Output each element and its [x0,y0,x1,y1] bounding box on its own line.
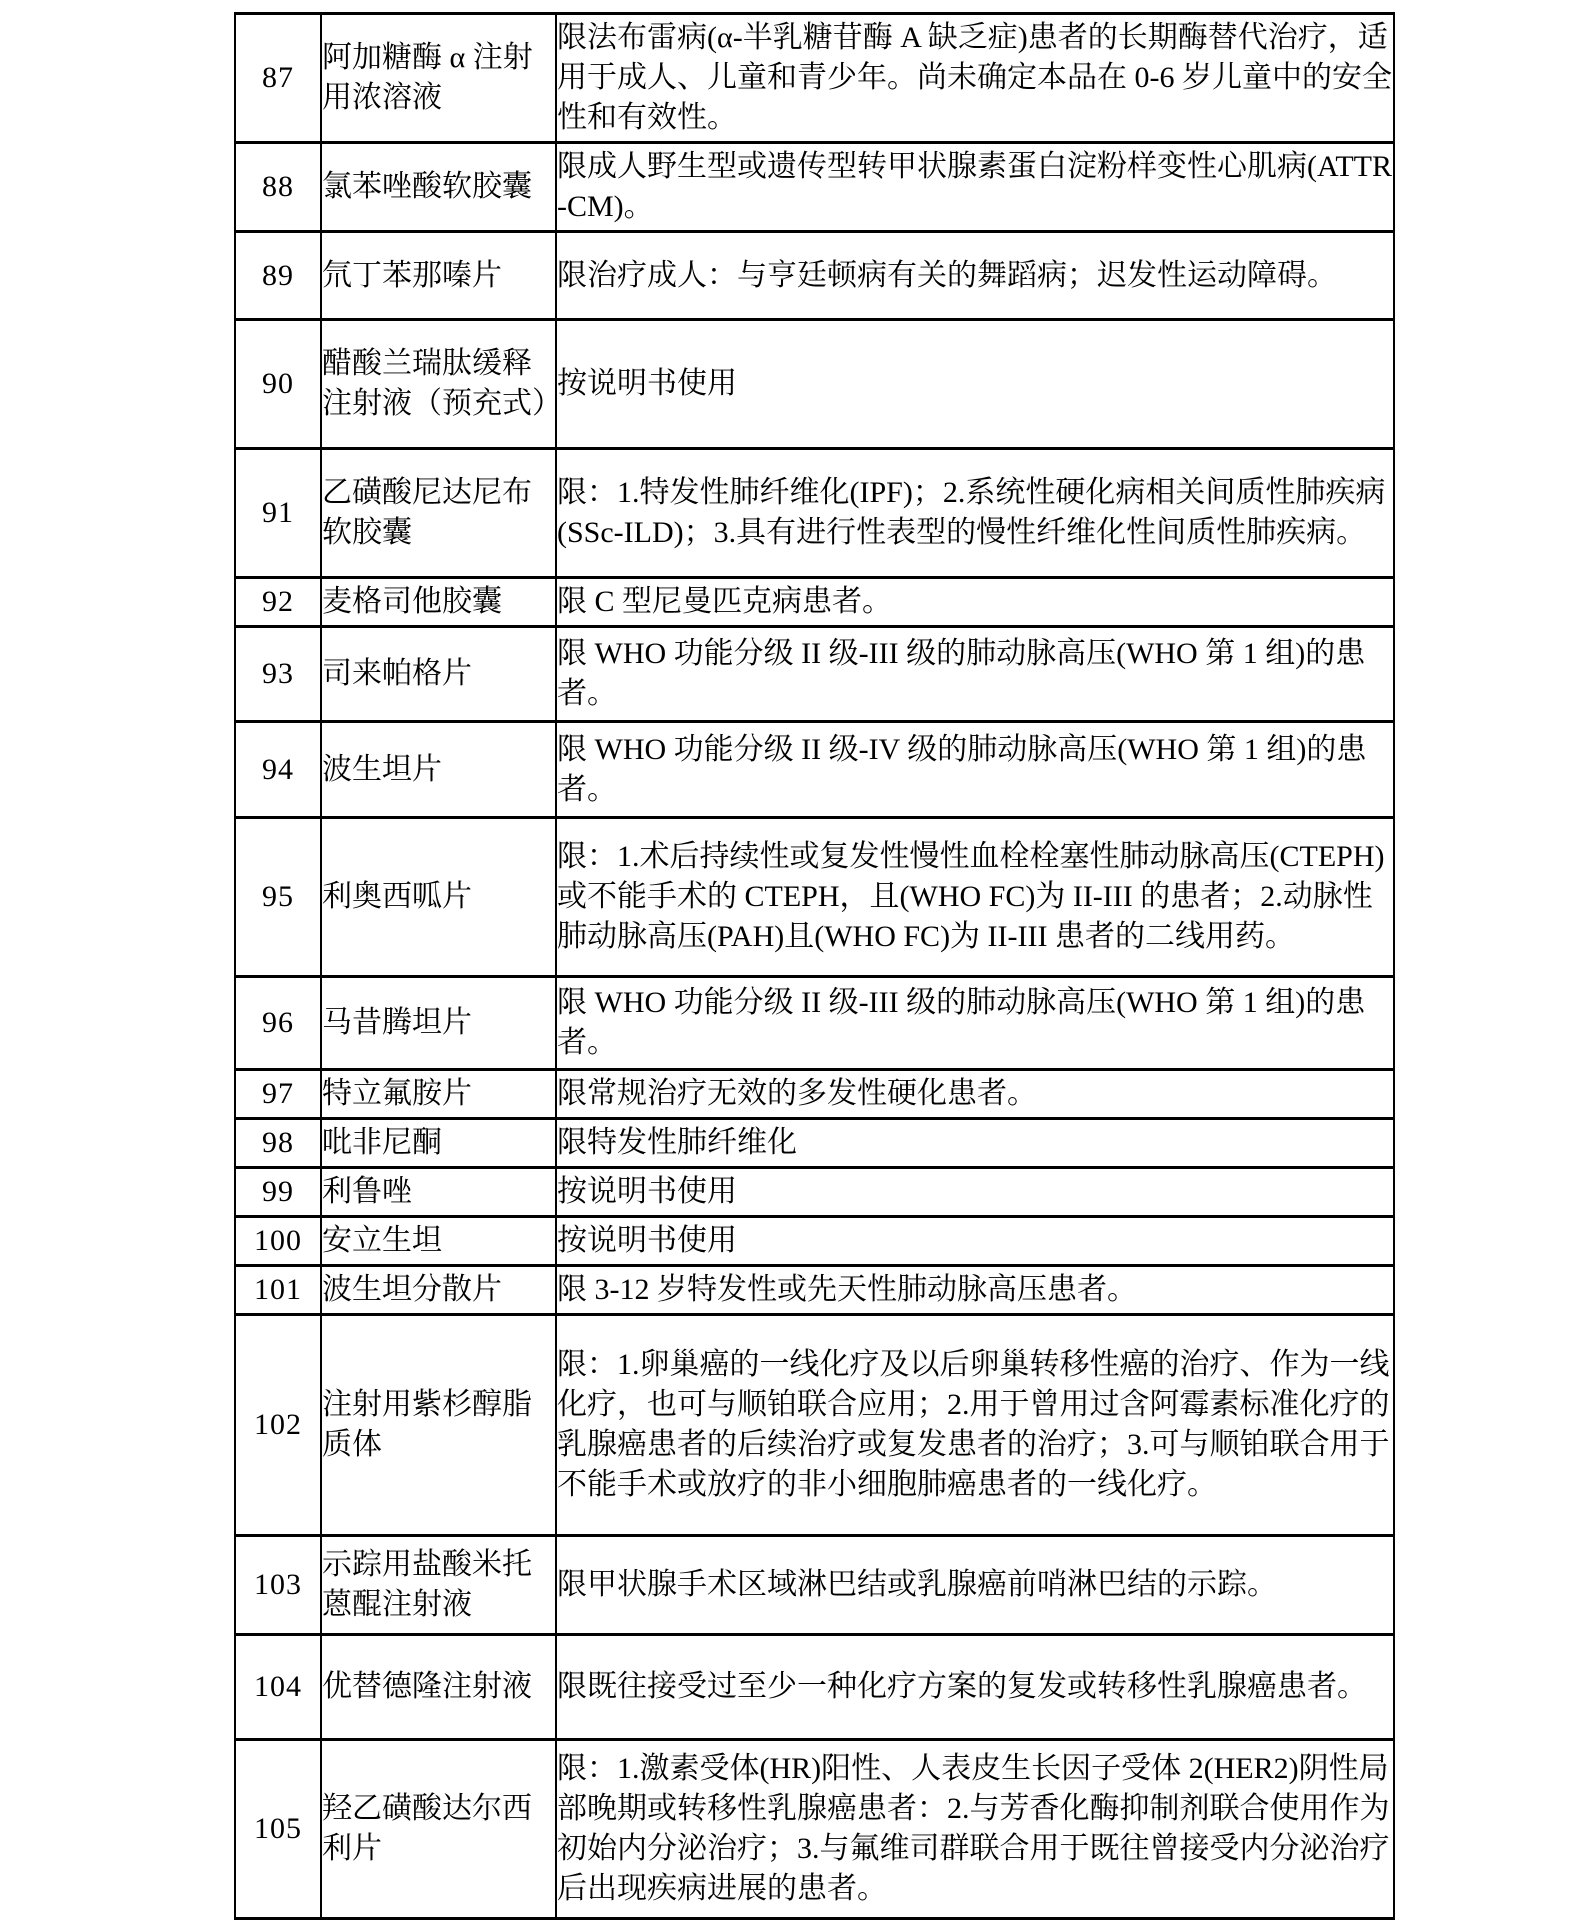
table-body [235,14,1394,1919]
drug-name-cell: 氘丁苯那嗪片 [321,232,556,320]
row-number-cell: 100 [235,1217,321,1266]
restriction-cell: 限法布雷病(α-半乳糖苷酶 A 缺乏症)患者的长期酶替代治疗，适用于成人、儿童和青少年。尚未确定本品在 0-6 岁儿童中的安全性和有效性。 [556,14,1394,143]
table-row [235,1315,1394,1536]
table-row [235,578,1394,627]
row-number-cell: 95 [235,818,321,977]
restriction-cell: 限既往接受过至少一种化疗方案的复发或转移性乳腺癌患者。 [556,1635,1394,1740]
row-number-cell: 91 [235,449,321,578]
table-row [235,818,1394,977]
restriction-cell: 限甲状腺手术区域淋巴结或乳腺癌前哨淋巴结的示踪。 [556,1536,1394,1635]
drug-name-cell: 吡非尼酮 [321,1119,556,1168]
row-number-cell: 98 [235,1119,321,1168]
drug-name-cell: 阿加糖酶 α 注射用浓溶液 [321,14,556,143]
table-row [235,722,1394,818]
drug-name-cell: 示踪用盐酸米托蒽醌注射液 [321,1536,556,1635]
table-row [235,1635,1394,1740]
drug-name-cell: 注射用紫杉醇脂质体 [321,1315,556,1536]
row-number-cell: 99 [235,1168,321,1217]
drug-name-cell: 优替德隆注射液 [321,1635,556,1740]
row-number-cell: 92 [235,578,321,627]
table-row [235,320,1394,449]
row-number-cell: 88 [235,143,321,232]
restriction-cell: 限治疗成人：与亨廷顿病有关的舞蹈病；迟发性运动障碍。 [556,232,1394,320]
row-number-cell: 93 [235,627,321,722]
table-row [235,977,1394,1070]
drug-name-cell: 麦格司他胶囊 [321,578,556,627]
drug-name-cell: 乙磺酸尼达尼布软胶囊 [321,449,556,578]
row-number-cell: 105 [235,1740,321,1919]
table-row [235,1740,1394,1919]
restriction-cell: 限：1.卵巢癌的一线化疗及以后卵巢转移性癌的治疗、作为一线化疗，也可与顺铂联合应用；2.用于曾用过含阿霉素标准化疗的乳腺癌患者的后续治疗或复发患者的治疗；3.可与顺铂联合用于不能手术或放疗的非小细胞肺癌患者的一线化疗。 [556,1315,1394,1536]
restriction-cell: 按说明书使用 [556,1168,1394,1217]
restriction-cell: 限 3-12 岁特发性或先天性肺动脉高压患者。 [556,1266,1394,1315]
table-row [235,627,1394,722]
table-row [235,14,1394,143]
table-row [235,449,1394,578]
row-number-cell: 104 [235,1635,321,1740]
row-number-cell: 90 [235,320,321,449]
drug-name-cell: 利奥西呱片 [321,818,556,977]
drug-name-cell: 特立氟胺片 [321,1070,556,1119]
restriction-cell: 限特发性肺纤维化 [556,1119,1394,1168]
row-number-cell: 87 [235,14,321,143]
drug-name-cell: 波生坦片 [321,722,556,818]
drug-name-cell: 司来帕格片 [321,627,556,722]
drug-name-cell: 波生坦分散片 [321,1266,556,1315]
restriction-cell: 限：1.特发性肺纤维化(IPF)；2.系统性硬化病相关间质性肺疾病(SSc-ILD)；3.具有进行性表型的慢性纤维化性间质性肺疾病。 [556,449,1394,578]
table-row [235,1217,1394,1266]
row-number-cell: 94 [235,722,321,818]
row-number-cell: 103 [235,1536,321,1635]
restriction-cell: 限 WHO 功能分级 II 级-III 级的肺动脉高压(WHO 第 1 组)的患者。 [556,977,1394,1070]
restriction-cell: 限成人野生型或遗传型转甲状腺素蛋白淀粉样变性心肌病(ATTR-CM)。 [556,143,1394,232]
drug-name-cell: 马昔腾坦片 [321,977,556,1070]
table-row [235,1070,1394,1119]
restriction-cell: 限常规治疗无效的多发性硬化患者。 [556,1070,1394,1119]
table-row [235,1119,1394,1168]
row-number-cell: 102 [235,1315,321,1536]
table-row [235,1266,1394,1315]
restriction-cell: 限：1.术后持续性或复发性慢性血栓栓塞性肺动脉高压(CTEPH)或不能手术的 CTEPH，且(WHO FC)为 II-III 的患者；2.动脉性肺动脉高压(PAH)且(WHO FC)为 II-III 患者的二线用药。 [556,818,1394,977]
drug-name-cell: 氯苯唑酸软胶囊 [321,143,556,232]
row-number-cell: 97 [235,1070,321,1119]
drug-name-cell: 醋酸兰瑞肽缓释注射液（预充式） [321,320,556,449]
table-row [235,1168,1394,1217]
drug-name-cell: 利鲁唑 [321,1168,556,1217]
restriction-cell: 限 C 型尼曼匹克病患者。 [556,578,1394,627]
drug-restriction-table [234,12,1395,1920]
table-row [235,143,1394,232]
table-row [235,232,1394,320]
row-number-cell: 89 [235,232,321,320]
drug-name-cell: 安立生坦 [321,1217,556,1266]
row-number-cell: 101 [235,1266,321,1315]
row-number-cell: 96 [235,977,321,1070]
restriction-cell: 限 WHO 功能分级 II 级-IV 级的肺动脉高压(WHO 第 1 组)的患者。 [556,722,1394,818]
restriction-cell: 按说明书使用 [556,320,1394,449]
table-row [235,1536,1394,1635]
restriction-cell: 按说明书使用 [556,1217,1394,1266]
restriction-cell: 限：1.激素受体(HR)阳性、人表皮生长因子受体 2(HER2)阴性局部晚期或转移性乳腺癌患者：2.与芳香化酶抑制剂联合使用作为初始内分泌治疗；3.与氟维司群联合用于既往曾接受内分泌治疗后出现疾病进展的患者。 [556,1740,1394,1919]
drug-name-cell: 羟乙磺酸达尔西利片 [321,1740,556,1919]
restriction-cell: 限 WHO 功能分级 II 级-III 级的肺动脉高压(WHO 第 1 组)的患者。 [556,627,1394,722]
